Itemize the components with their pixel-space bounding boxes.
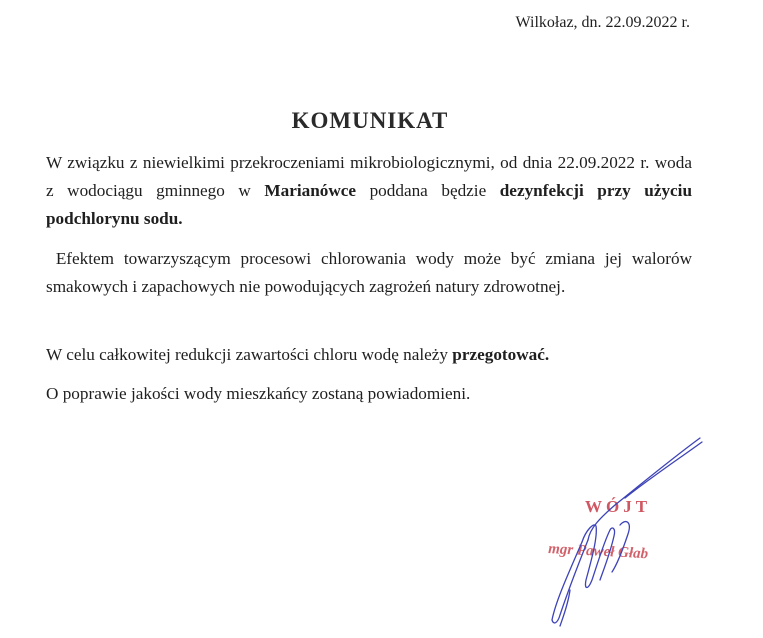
document-title: KOMUNIKAT	[291, 108, 449, 133]
paragraph-text: W celu całkowitej redukcji zawartości chloru wodę należy	[46, 345, 453, 364]
signature-stamp	[530, 430, 720, 630]
location-name: Marianówce	[264, 181, 357, 200]
paragraph-text: poddana będzie	[356, 181, 500, 200]
stamp-name: mgr Paweł Głab	[547, 541, 649, 563]
paragraph-follow-up: O poprawie jakości wody mieszkańcy zostaną powiadomieni.	[46, 384, 471, 403]
disinfection-method: dezynfekcji przy użyciu podchlorynu sodu.	[46, 181, 693, 228]
place-date: Wilkołaz, dn. 22.09.2022 r.	[515, 14, 690, 31]
instruction-boil: przegotować.	[452, 345, 550, 364]
stamp-title: WÓJT	[585, 497, 652, 516]
paragraph-disinfection-notice	[46, 149, 692, 233]
handwritten-signature	[552, 438, 702, 626]
paragraph-instruction	[46, 341, 692, 369]
stamp-graphic	[530, 430, 720, 630]
paragraph-text: W związku z niewielkimi przekroczeniami mikrobiologicznymi, od dnia 22.09.2022 r. woda z wodociągu gminnego w	[46, 153, 692, 200]
paragraph-side-effects: Efektem towarzyszącym procesowi chlorowania wody może być zmiana jej walorów smakowych i zapachowych nie powodujących zagrożeń natury zdrowotnej.	[46, 249, 697, 296]
